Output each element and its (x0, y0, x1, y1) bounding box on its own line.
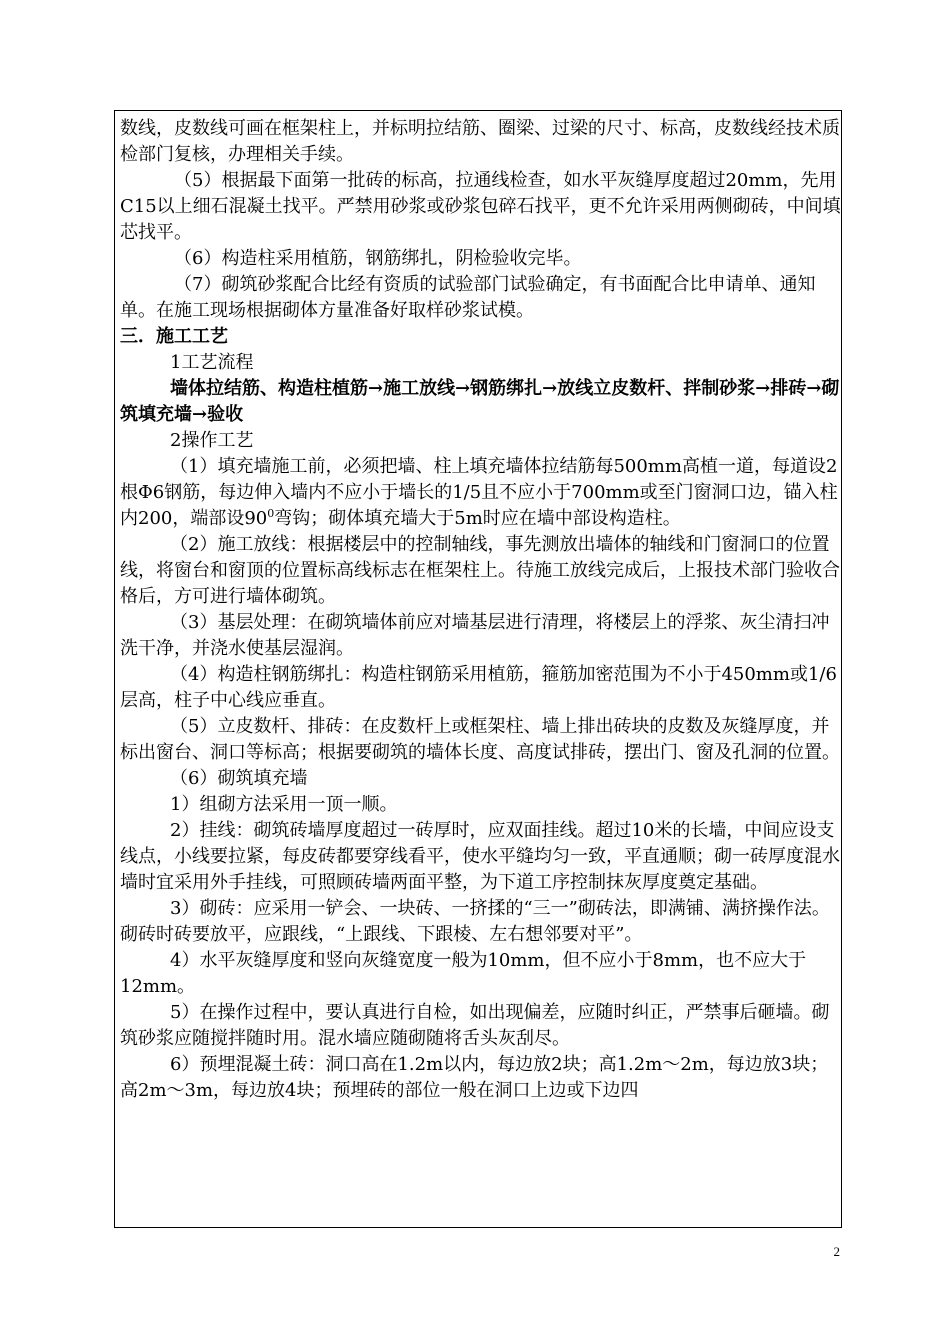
section-heading: 三．施工工艺 (120, 326, 228, 347)
paragraph: 3）砌砖：应采用一铲会、一块砖、一挤揉的“三一”砌砖法，即满铺、满挤操作法。砌砖时砖要放平，应跟线，“上跟线、下跟棱、左右想邻要对平”。 (120, 898, 830, 945)
paragraph: 5）在操作过程中，要认真进行自检，如出现偏差，应随时纠正，严禁事后砸墙。砌筑砂浆应随搅拌随时用。混水墙应随砌随将舌头灰刮尽。 (120, 1002, 830, 1049)
paragraph: （6）构造柱采用植筋，钢筋绑扎，阴检验收完毕。 (174, 248, 582, 269)
text-part: 弯钩；砌体填充墙大于5m时应在墙中部设构造柱。 (274, 508, 681, 529)
process-flow: 墙体拉结筋、构造柱植筋→施工放线→钢筋绑扎→放线立皮数杆、拌制砂浆→排砖→砌筑填充墙→验收 (120, 378, 840, 425)
paragraph: 数线，皮数线可画在框架柱上，并标明拉结筋、圈梁、过梁的尺寸、标高，皮数线经技术质检部门复核，办理相关手续。 (120, 118, 840, 165)
document-body (120, 116, 842, 1104)
paragraph (120, 454, 842, 532)
paragraph: （5）根据最下面第一批砖的标高，拉通线检查，如水平灰缝厚度超过20mm，先用C15以上细石混凝土找平。严禁用砂浆或砂浆包碎石找平，更不允许采用两侧砌砖，中间填芯找平。 (120, 170, 841, 243)
subheading: 1工艺流程 (170, 352, 254, 373)
page-number: 2 (833, 1244, 840, 1259)
superscript: 0 (267, 507, 275, 520)
paragraph: （6）砌筑填充墙 (170, 768, 308, 789)
paragraph: （5）立皮数杆、排砖：在皮数杆上或框架柱、墙上排出砖块的皮数及灰缝厚度，并标出窗台、洞口等标高；根据要砌筑的墙体长度、高度试排砖，摆出门、窗及孔洞的位置。 (120, 716, 840, 763)
paragraph: 1）组砌方法采用一顶一顺。 (170, 794, 398, 815)
paragraph: （3）基层处理：在砌筑墙体前应对墙基层进行清理，将楼层上的浮浆、灰尘清扫冲洗干净，并浇水使基层湿润。 (120, 612, 830, 659)
paragraph: 6）预埋混凝土砖：洞口高在1.2m以内，每边放2块；高1.2m～2m，每边放3块；高2m～3m，每边放4块；预埋砖的部位一般在洞口上边或下边四 (120, 1054, 829, 1101)
paragraph: 2）挂线：砌筑砖墙厚度超过一砖厚时，应双面挂线。超过10米的长墙，中间应设支线点，小线要拉紧，每皮砖都要穿线看平，使水平缝均匀一致，平直通顺；砌一砖厚度混水墙时宜采用外手挂线，可照顾砖墙两面平整，为下道工序控制抹灰厚度奠定基础。 (120, 820, 840, 893)
paragraph: （4）构造柱钢筋绑扎：构造柱钢筋采用植筋，箍筋加密范围为不小于450mm或1/6层高，柱子中心线应垂直。 (120, 664, 837, 711)
paragraph: 4）水平灰缝厚度和竖向灰缝宽度一般为10mm，但不应小于8mm，也不应大于12mm。 (120, 950, 807, 997)
subheading: 2操作工艺 (170, 430, 254, 451)
text-part: （1）填充墙施工前，必须把墙、柱上填充墙体拉结筋每500mm高植一道，每道设2根Φ6钢筋，每边伸入墙内不应小于墙长的1/5且不应小于700mm或至门窗洞口边，锚入柱内200，端部设90 (120, 456, 838, 529)
paragraph: （2）施工放线：根据楼层中的控制轴线，事先测放出墙体的轴线和门窗洞口的位置线，将窗台和窗顶的位置标高线标志在框架柱上。待施工放线完成后，上报技术部门验收合格后，方可进行墙体砌筑。 (120, 534, 840, 607)
paragraph: （7）砌筑砂浆配合比经有资质的试验部门试验确定，有书面配合比申请单、通知单。在施工现场根据砌体方量准备好取样砂浆试模。 (120, 274, 816, 321)
